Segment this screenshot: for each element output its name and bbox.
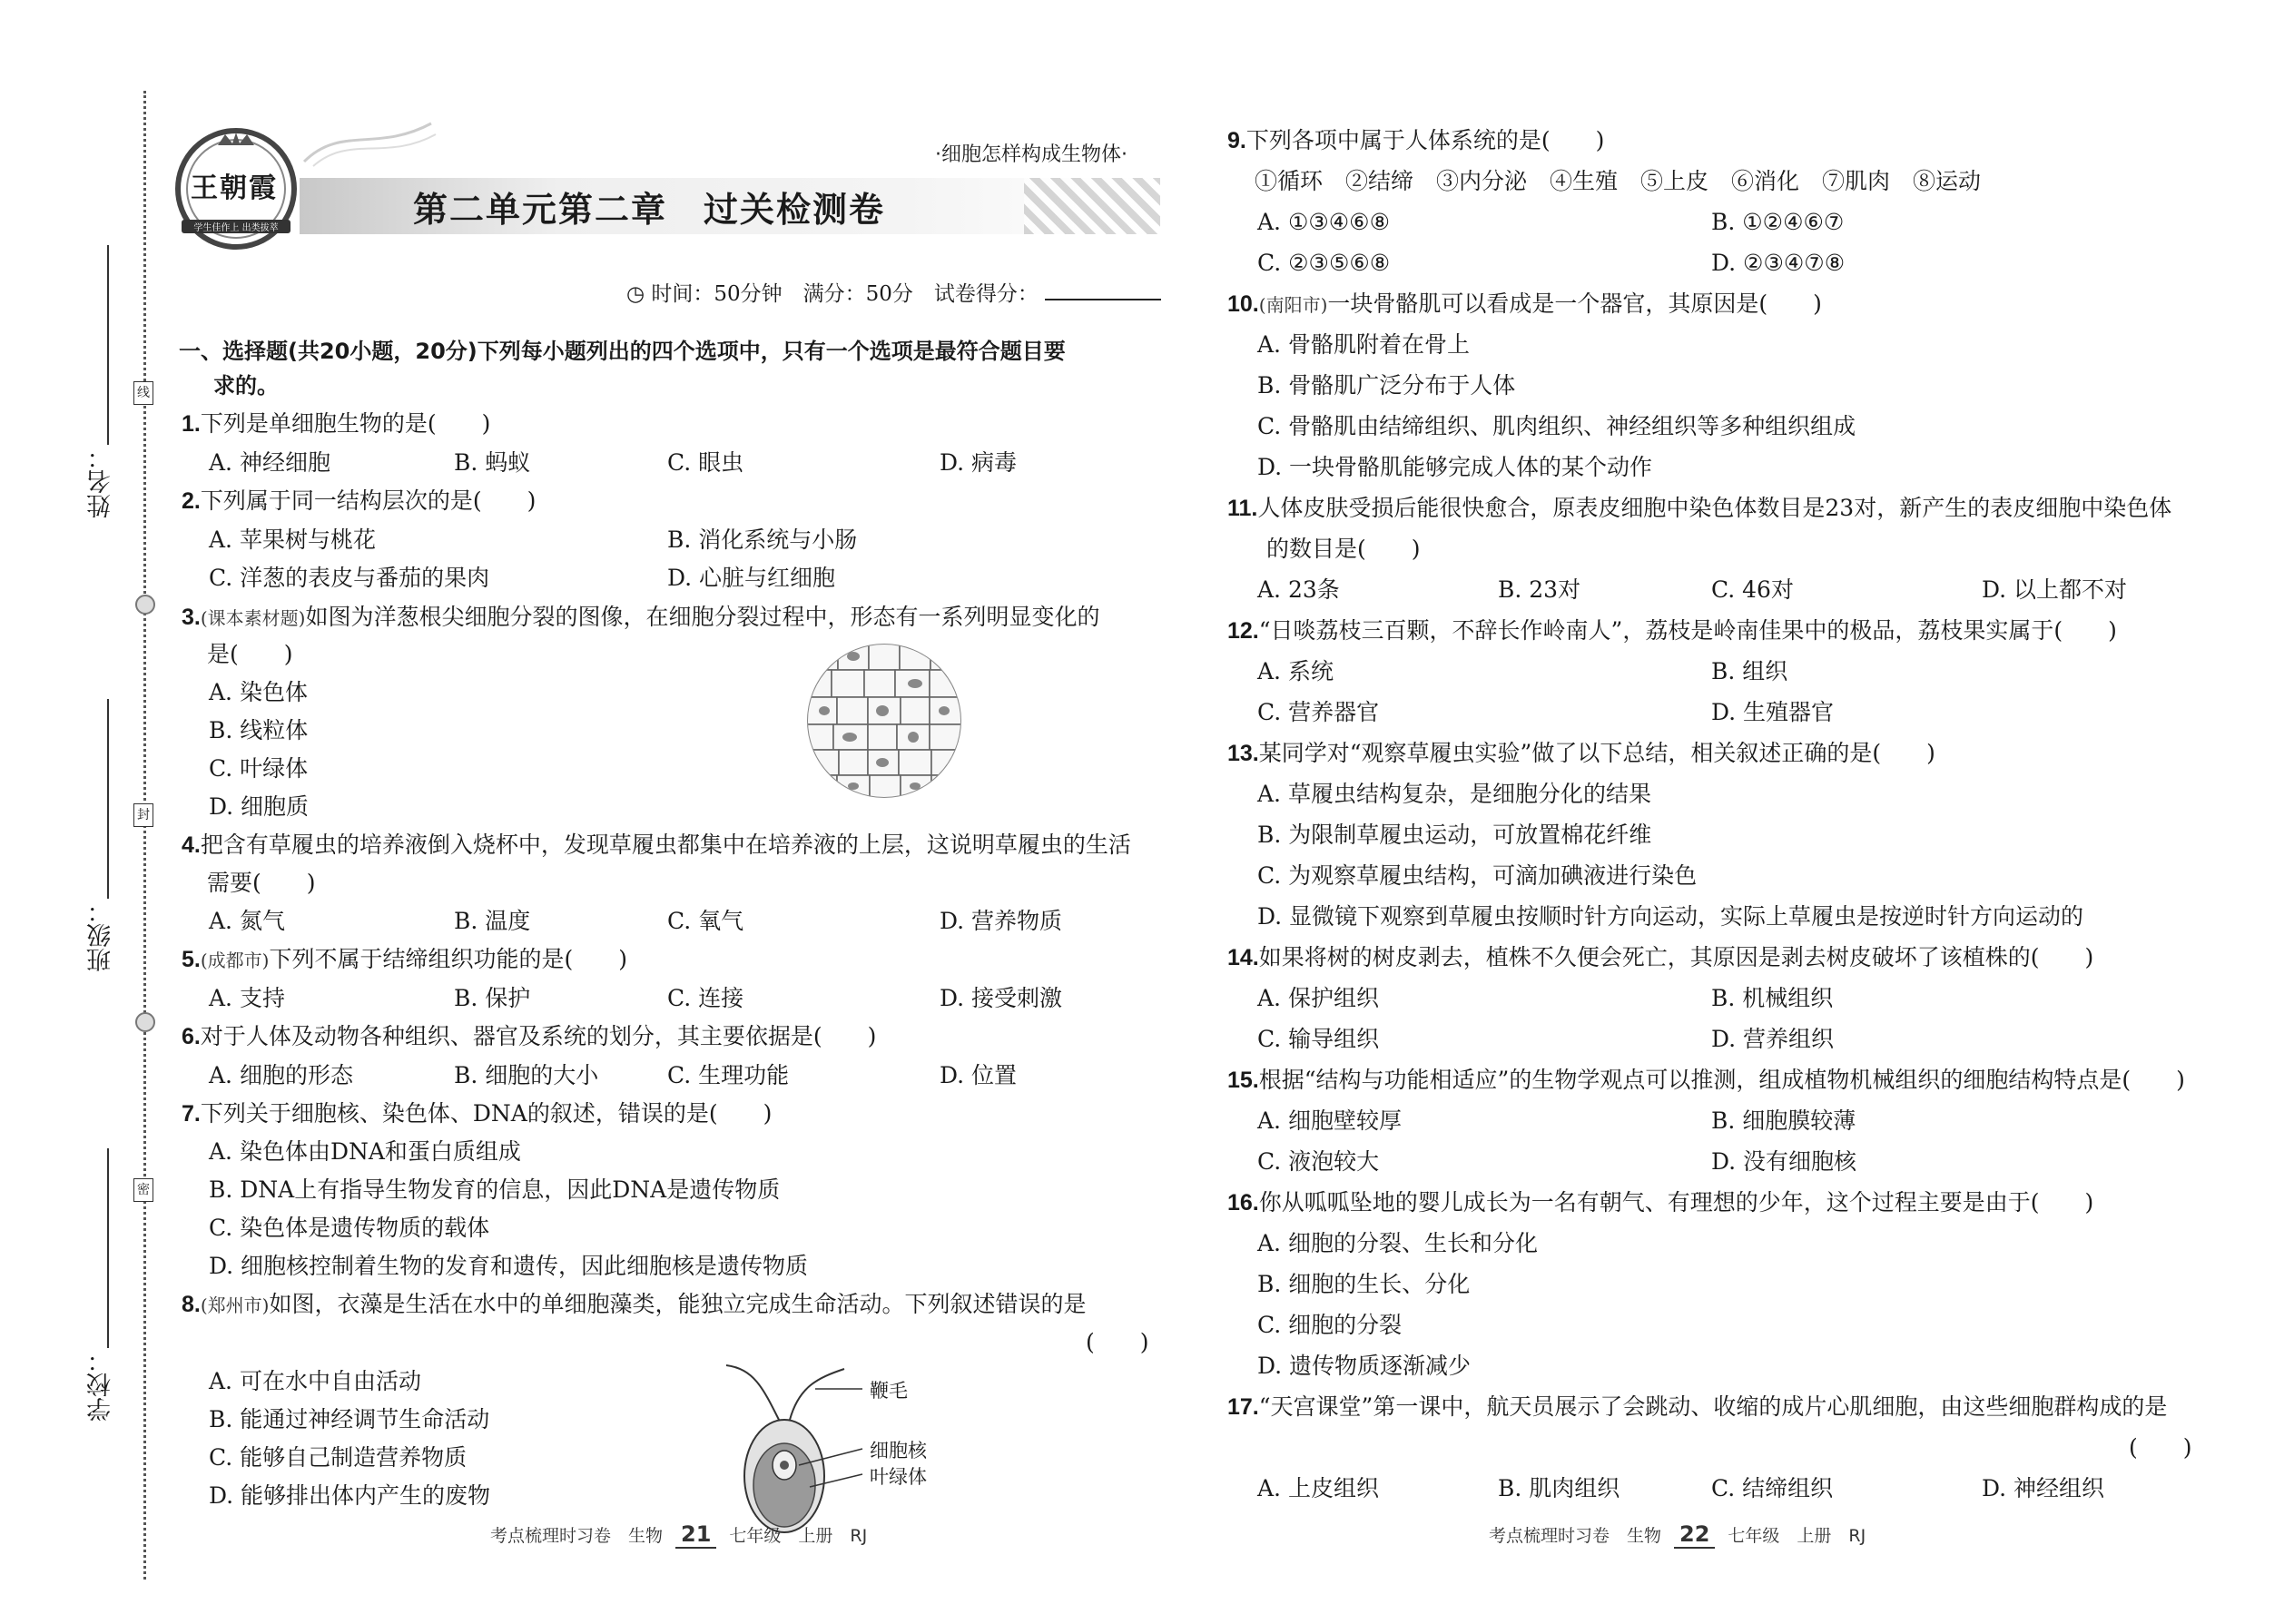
q7-option-a[interactable]: A. 染色体由DNA和蛋白质组成 bbox=[209, 1138, 521, 1165]
q3-option-c[interactable]: C. 叶绿体 bbox=[209, 755, 309, 782]
q13-option-c[interactable]: C. 为观察草履虫结构，可滴加碘液进行染色 bbox=[1257, 862, 1698, 889]
clock-icon: ◷ bbox=[626, 282, 645, 306]
q14-option-c[interactable]: C. 输导组织 bbox=[1257, 1026, 1380, 1052]
q1-option-b[interactable]: B. 蚂蚁 bbox=[454, 449, 531, 476]
q4-option-c[interactable]: C. 氧气 bbox=[667, 908, 744, 934]
q14-option-b[interactable]: B. 机械组织 bbox=[1711, 985, 1834, 1011]
q5-option-b[interactable]: B. 保护 bbox=[454, 985, 531, 1011]
q13-option-b[interactable]: B. 为限制草履虫运动，可放置棉花纤维 bbox=[1257, 822, 1652, 848]
q8-option-a[interactable]: A. 可在水中自由活动 bbox=[209, 1368, 421, 1394]
q9-option-b[interactable]: B. ①②④⑥⑦ bbox=[1711, 209, 1845, 235]
q17-option-d[interactable]: D. 神经组织 bbox=[1982, 1475, 2105, 1501]
q2-option-a[interactable]: A. 苹果树与桃花 bbox=[209, 527, 376, 553]
binding-dotted-line bbox=[143, 91, 146, 1580]
q12-option-b[interactable]: B. 组织 bbox=[1711, 658, 1788, 684]
q2-option-d[interactable]: D. 心脏与红细胞 bbox=[667, 565, 836, 591]
question-17: 17.“天宫课堂”第一课中，航天员展示了会跳动、收缩的成片心肌细胞，由这些细胞群构成的是 bbox=[1227, 1393, 2168, 1420]
q8-option-c[interactable]: C. 能够自己制造营养物质 bbox=[209, 1444, 468, 1471]
q14-option-d[interactable]: D. 营养组织 bbox=[1711, 1026, 1835, 1052]
q17-option-c[interactable]: C. 结缔组织 bbox=[1711, 1475, 1834, 1501]
onion-root-tip-image bbox=[806, 643, 962, 799]
question-11-cont: 的数目是( ) bbox=[1266, 536, 1421, 562]
label-nucleus: 细胞核 bbox=[870, 1440, 927, 1462]
question-14: 14.如果将树的树皮剥去，植株不久便会死亡，其原因是剥去树皮破坏了该植株的( ) bbox=[1227, 944, 2094, 970]
q6-option-c[interactable]: C. 生理功能 bbox=[667, 1062, 790, 1088]
q16-option-c[interactable]: C. 细胞的分裂 bbox=[1257, 1312, 1403, 1338]
binding-mark-secret: 密 bbox=[133, 1178, 153, 1202]
q2-option-b[interactable]: B. 消化系统与小肠 bbox=[667, 527, 858, 553]
q13-option-d[interactable]: D. 显微镜下观察到草履虫按顺时针方向运动，实际上草履虫是按逆时针方向运动的 bbox=[1257, 903, 2084, 930]
q7-option-b[interactable]: B. DNA上有指导生物发育的信息，因此DNA是遗传物质 bbox=[209, 1176, 781, 1203]
q6-option-d[interactable]: D. 位置 bbox=[940, 1062, 1018, 1088]
question-8: 8.(郑州市)如图，衣藻是生活在水中的单细胞藻类，能独立完成生命活动。下列叙述错误的是 bbox=[182, 1291, 1087, 1317]
name-label: 姓名： bbox=[87, 445, 115, 518]
q10-option-c[interactable]: C. 骨骼肌由结缔组织、肌肉组织、神经组织等多种组织组成 bbox=[1257, 413, 1856, 439]
q11-option-b[interactable]: B. 23对 bbox=[1498, 576, 1581, 603]
question-16: 16.你从呱呱坠地的婴儿成长为一名有朝气、有理想的少年，这个过程主要是由于( ) bbox=[1227, 1189, 2094, 1216]
binding-hole bbox=[135, 595, 155, 615]
q4-option-d[interactable]: D. 营养物质 bbox=[940, 908, 1063, 934]
page-number-right: 22 bbox=[1674, 1521, 1715, 1549]
q9-option-d[interactable]: D. ②③④⑦⑧ bbox=[1711, 250, 1846, 276]
question-7: 7.下列关于细胞核、染色体、DNA的叙述，错误的是( ) bbox=[182, 1100, 773, 1127]
question-13: 13.某同学对“观察草履虫实验”做了以下总结，相关叙述正确的是( ) bbox=[1227, 740, 1935, 766]
decorative-ribbon bbox=[295, 116, 440, 171]
q7-option-d[interactable]: D. 细胞核控制着生物的发育和遗传，因此细胞核是遗传物质 bbox=[209, 1253, 809, 1279]
question-6: 6.对于人体及动物各种组织、器官及系统的划分，其主要依据是( ) bbox=[182, 1023, 877, 1049]
q6-option-a[interactable]: A. 细胞的形态 bbox=[209, 1062, 353, 1088]
score-blank[interactable] bbox=[1045, 299, 1161, 300]
q13-option-a[interactable]: A. 草履虫结构复杂，是细胞分化的结果 bbox=[1257, 781, 1651, 807]
question-9-items: ①循环 ②结缔 ③内分泌 ④生殖 ⑤上皮 ⑥消化 ⑦肌肉 ⑧运动 bbox=[1255, 168, 1982, 194]
time-info-text: 时间：50分钟 满分：50分 试卷得分： bbox=[651, 282, 1039, 306]
q11-option-a[interactable]: A. 23条 bbox=[1257, 576, 1340, 603]
q3-option-d[interactable]: D. 细胞质 bbox=[209, 793, 310, 820]
q4-option-b[interactable]: B. 温度 bbox=[454, 908, 531, 934]
school-label: 学校： bbox=[87, 1348, 115, 1422]
q8-option-b[interactable]: B. 能通过神经调节生命活动 bbox=[209, 1406, 490, 1432]
q6-option-b[interactable]: B. 细胞的大小 bbox=[454, 1062, 599, 1088]
question-3-cont: 是( ) bbox=[207, 641, 293, 667]
q12-option-d[interactable]: D. 生殖器官 bbox=[1711, 699, 1835, 725]
q5-option-d[interactable]: D. 接受刺激 bbox=[940, 985, 1063, 1011]
question-4-cont: 需要( ) bbox=[207, 870, 316, 896]
q8-option-d[interactable]: D. 能够排出体内产生的废物 bbox=[209, 1482, 491, 1509]
footer-right: 考点梳理时习卷 生物 22 七年级 上册 RJ bbox=[1489, 1521, 1866, 1547]
q1-option-d[interactable]: D. 病毒 bbox=[940, 449, 1018, 476]
question-17-paren: ( ) bbox=[2129, 1434, 2192, 1461]
question-15: 15.根据“结构与功能相适应”的生物学观点可以推测，组成植物机械组织的细胞结构特点是( ) bbox=[1227, 1067, 2185, 1093]
q2-option-c[interactable]: C. 洋葱的表皮与番茄的果肉 bbox=[209, 565, 490, 591]
name-line bbox=[107, 245, 109, 445]
q17-option-b[interactable]: B. 肌肉组织 bbox=[1498, 1475, 1620, 1501]
binding-hole bbox=[135, 1012, 155, 1032]
brand-logo bbox=[172, 125, 300, 252]
q3-option-a[interactable]: A. 染色体 bbox=[209, 679, 308, 705]
question-9: 9.下列各项中属于人体系统的是( ) bbox=[1227, 127, 1605, 153]
class-label: 班级： bbox=[87, 899, 115, 972]
binding-mark-line: 线 bbox=[133, 381, 153, 405]
q15-option-b[interactable]: B. 细胞膜较薄 bbox=[1711, 1107, 1856, 1134]
question-11: 11.人体皮肤受损后能很快愈合，原表皮细胞中染色体数目是23对，新产生的表皮细胞中染色体 bbox=[1227, 495, 2172, 521]
class-line bbox=[107, 699, 109, 899]
q14-option-a[interactable]: A. 保护组织 bbox=[1257, 985, 1379, 1011]
question-12: 12.“日啖荔枝三百颗，不辞长作岭南人”，荔枝是岭南佳果中的极品，荔枝果实属于( ) bbox=[1227, 617, 2117, 644]
q7-option-c[interactable]: C. 染色体是遗传物质的载体 bbox=[209, 1215, 490, 1241]
logo-text: 王朝霞 bbox=[191, 172, 278, 204]
q9-option-c[interactable]: C. ②③⑤⑥⑧ bbox=[1257, 250, 1391, 276]
logo-slogan: 学生佳作上 出类拔萃 bbox=[182, 220, 290, 233]
q5-option-a[interactable]: A. 支持 bbox=[209, 985, 285, 1011]
page-title: 第二单元第二章 过关检测卷 bbox=[413, 190, 886, 230]
q1-option-a[interactable]: A. 神经细胞 bbox=[209, 449, 330, 476]
q11-option-d[interactable]: D. 以上都不对 bbox=[1982, 576, 2128, 603]
binding-mark-seal: 封 bbox=[133, 803, 153, 827]
q15-option-d[interactable]: D. 没有细胞核 bbox=[1711, 1148, 1857, 1175]
q15-option-c[interactable]: C. 液泡较大 bbox=[1257, 1148, 1380, 1175]
section-subtitle: ·细胞怎样构成生物体· bbox=[935, 143, 1127, 166]
page-number-left: 21 bbox=[675, 1521, 716, 1549]
footer-left: 考点梳理时习卷 生物 21 七年级 上册 RJ bbox=[490, 1521, 868, 1547]
question-10: 10.(南阳市)一块骨骼肌可以看成是一个器官，其原因是( ) bbox=[1227, 290, 1822, 317]
school-line bbox=[107, 1148, 109, 1348]
q10-option-a[interactable]: A. 骨骼肌附着在骨上 bbox=[1257, 331, 1470, 358]
q12-option-a[interactable]: A. 系统 bbox=[1257, 658, 1334, 684]
q11-option-c[interactable]: C. 46对 bbox=[1711, 576, 1794, 603]
q10-option-b[interactable]: B. 骨骼肌广泛分布于人体 bbox=[1257, 372, 1516, 399]
question-2: 2.下列属于同一结构层次的是( ) bbox=[182, 487, 537, 514]
question-1: 1.下列是单细胞生物的是( ) bbox=[182, 410, 491, 437]
q16-option-a[interactable]: A. 细胞的分裂、生长和分化 bbox=[1257, 1230, 1538, 1256]
q3-option-b[interactable]: B. 线粒体 bbox=[209, 717, 309, 743]
label-chloroplast: 叶绿体 bbox=[870, 1466, 927, 1488]
q9-option-a[interactable]: A. ①③④⑥⑧ bbox=[1257, 209, 1391, 235]
q15-option-a[interactable]: A. 细胞壁较厚 bbox=[1257, 1107, 1402, 1134]
time-info bbox=[626, 277, 1161, 307]
question-8-paren: ( ) bbox=[1086, 1329, 1149, 1355]
q17-option-a[interactable]: A. 上皮组织 bbox=[1257, 1475, 1379, 1501]
question-4: 4.把含有草履虫的培养液倒入烧杯中，发现草履虫都集中在培养液的上层，这说明草履虫的生活 bbox=[182, 832, 1131, 858]
section-title: 一、选择题(共20小题，20分)下列每小题列出的四个选项中，只有一个选项是最符合题目要 求的。 bbox=[179, 339, 1066, 399]
question-3: 3.(课本素材题)如图为洋葱根尖细胞分裂的图像，在细胞分裂过程中，形态有一系列明显变化的 bbox=[182, 604, 1100, 630]
q16-option-d[interactable]: D. 遗传物质逐渐减少 bbox=[1257, 1353, 1472, 1379]
q12-option-c[interactable]: C. 营养器官 bbox=[1257, 699, 1380, 725]
q10-option-d[interactable]: D. 一块骨骼肌能够完成人体的某个动作 bbox=[1257, 454, 1653, 480]
q16-option-b[interactable]: B. 细胞的生长、分化 bbox=[1257, 1271, 1471, 1297]
q5-option-c[interactable]: C. 连接 bbox=[667, 985, 744, 1011]
q4-option-a[interactable]: A. 氮气 bbox=[209, 908, 285, 934]
question-5: 5.(成都市)下列不属于结缔组织功能的是( ) bbox=[182, 946, 627, 972]
label-flagellum: 鞭毛 bbox=[870, 1380, 908, 1402]
q1-option-c[interactable]: C. 眼虫 bbox=[667, 449, 744, 476]
